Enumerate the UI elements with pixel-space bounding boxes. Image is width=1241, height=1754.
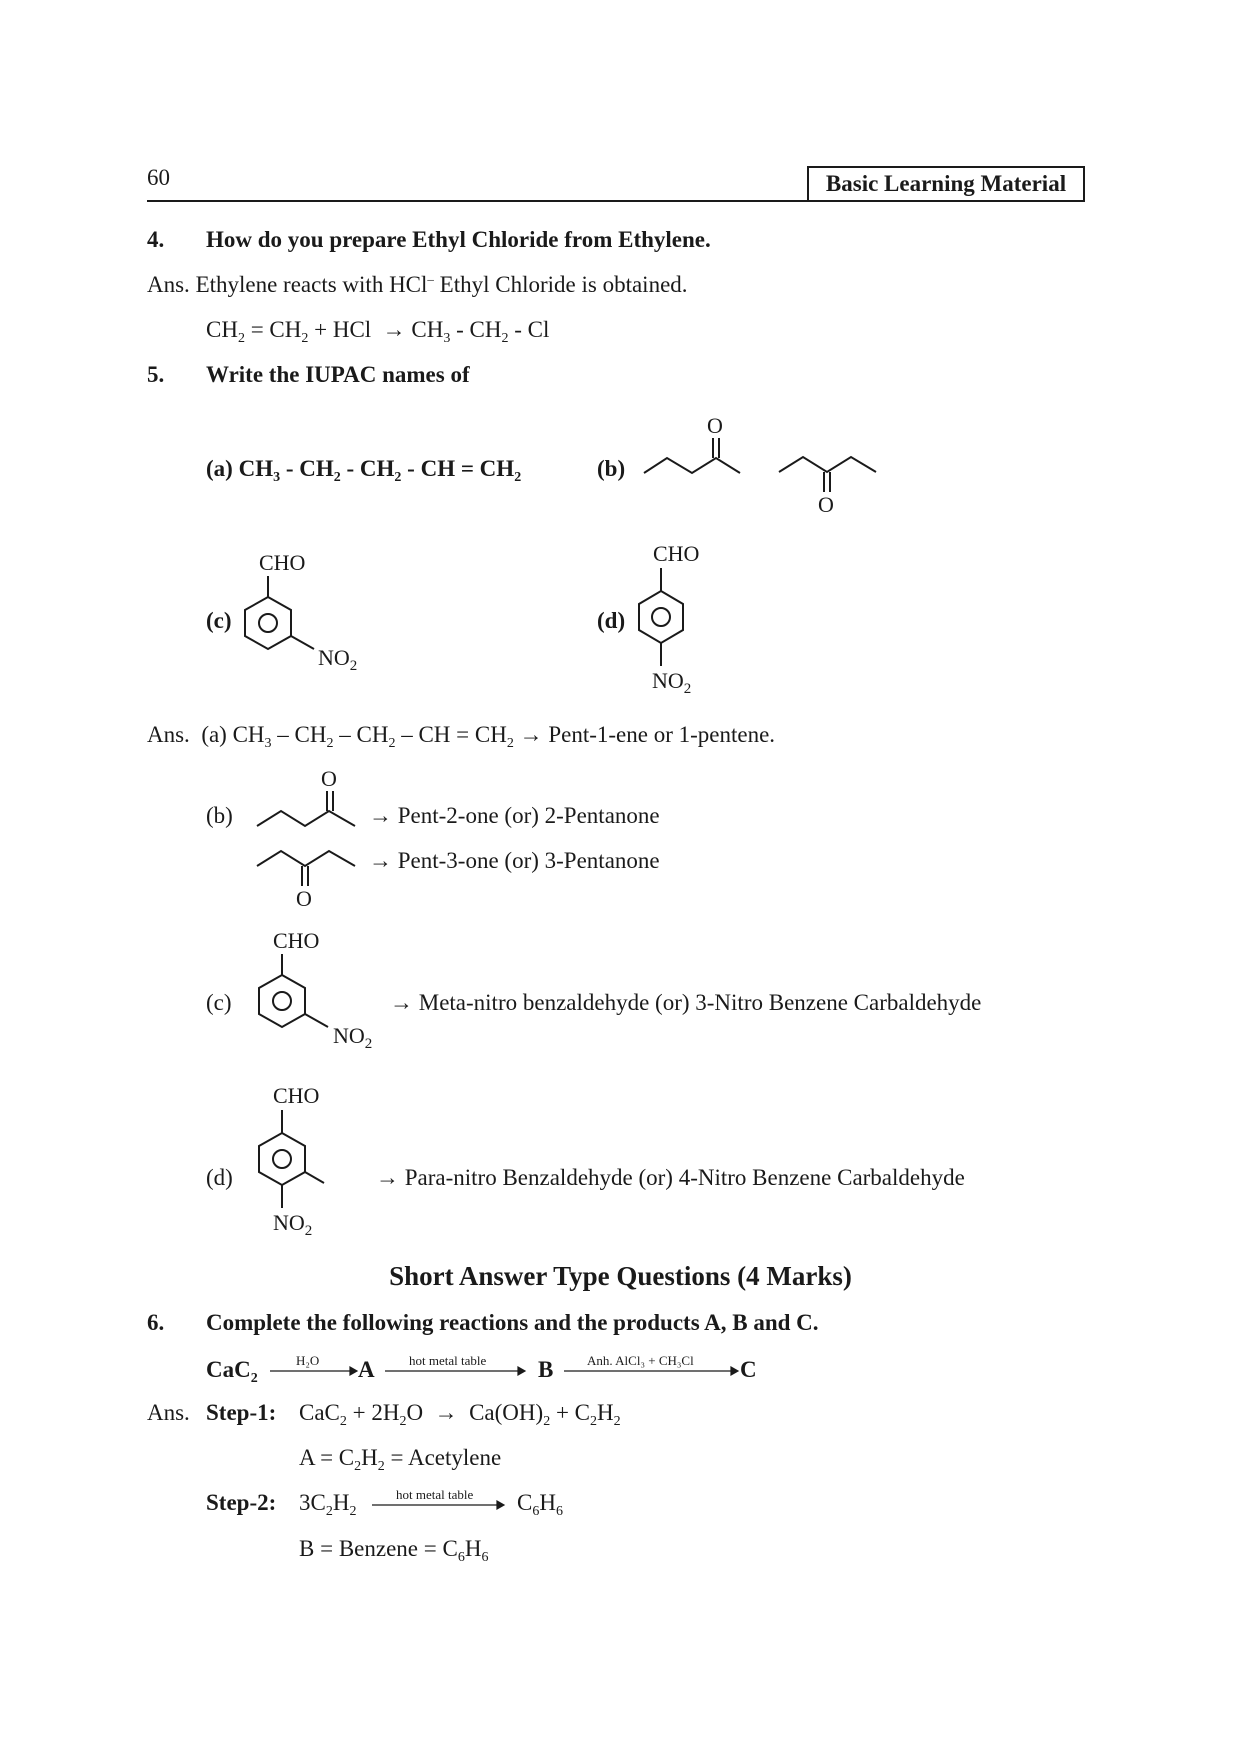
arrow-label: H₂O xyxy=(296,1353,320,1368)
q5-number: 5. xyxy=(147,362,165,387)
q6-product-a: A xyxy=(358,1357,375,1382)
page-number: 60 xyxy=(147,165,170,190)
q4-equation: $CH_2 = CH_2$ + HCl → $CH_3 - CH_2$ - Cl xyxy=(206,317,550,346)
ans6-b-result: B = Benzene = $C_6H_6$ xyxy=(299,1536,489,1565)
cho-label: CHO xyxy=(273,928,320,953)
q6-reactant: CaC$_2$ xyxy=(206,1357,258,1386)
q5-question: Write the IUPAC names of xyxy=(206,362,470,387)
q5-b-label: (b) xyxy=(597,456,626,481)
ans6-step2-lhs: $3C_2H_2$ xyxy=(299,1490,357,1519)
cho-label: CHO xyxy=(259,550,306,575)
q4-number: 4. xyxy=(147,227,165,252)
ans6-step2-rhs: $C_6H_6$ xyxy=(517,1490,563,1519)
ans6-step1-label: Step-1: xyxy=(206,1400,277,1425)
no2-label: $NO_2$ xyxy=(273,1210,313,1239)
ans5-c-label: (c) xyxy=(206,990,232,1015)
ans-label: Ans. xyxy=(147,272,190,297)
section-title: Short Answer Type Questions (4 Marks) xyxy=(389,1261,852,1291)
ans6-label: Ans. xyxy=(147,1400,190,1425)
no2-label: $NO_2$ xyxy=(652,668,692,697)
q6-arrows xyxy=(0,1340,1241,1400)
ans-superscript: – xyxy=(427,271,434,287)
ans5-c: → Meta-nitro benzaldehyde (or) 3-Nitro Benzene Carbaldehyde xyxy=(390,990,982,1015)
header-badge: Basic Learning Material xyxy=(807,166,1085,202)
no2-label: $NO_2$ xyxy=(333,1023,373,1052)
ketone-o-label: O xyxy=(818,492,834,517)
arrow-label: hot metal table xyxy=(409,1353,487,1368)
q5-a: (a) $CH_3 - CH_2 - CH_2$ - CH = $CH_2$ xyxy=(206,456,522,485)
ketone-o-label: O xyxy=(321,766,337,791)
ans5-b-label: (b) xyxy=(206,803,233,828)
ans-text-rest: Ethyl Chloride is obtained. xyxy=(433,272,688,297)
ketone-o-label: O xyxy=(296,886,312,911)
ans6-arrow xyxy=(0,1480,1241,1520)
q5-d-label: (d) xyxy=(597,608,626,633)
ans5-structures xyxy=(0,760,1241,1240)
q6-question: Complete the following reactions and the products A, B and C. xyxy=(206,1310,819,1335)
q6-number: 6. xyxy=(147,1310,165,1335)
ans5-a: Ans. (a) $CH_3 - CH_2 - CH_2$ – CH = $CH_2$ → Pent-1-ene or 1-pentene. xyxy=(147,722,776,751)
ans5-d: → Para-nitro Benzaldehyde (or) 4-Nitro Benzene Carbaldehyde xyxy=(376,1165,965,1190)
cho-label: CHO xyxy=(653,541,700,566)
ans6-step1-eq: $CaC_2 + 2H_2O \to Ca(OH)_2 + C_2H_2$ xyxy=(299,1400,621,1429)
q4-question: How do you prepare Ethyl Chloride from Ethylene. xyxy=(206,227,711,252)
arrow-label: hot metal table xyxy=(396,1487,474,1502)
ans5-b1: → Pent-2-one (or) 2-Pentanone xyxy=(369,803,660,828)
q5-c-label: (c) xyxy=(206,608,232,633)
ans-text: Ethylene reacts with HCl xyxy=(195,272,428,297)
ans6-step2-label: Step-2: xyxy=(206,1490,277,1515)
q6-product-b: B xyxy=(538,1357,554,1382)
ketone-o-label: O xyxy=(707,413,723,438)
arrow-label: Anh. AlCl₃ + CH₃Cl xyxy=(587,1353,694,1368)
no2-label: $NO_2$ xyxy=(318,645,358,674)
cho-label: CHO xyxy=(273,1083,320,1108)
q5-structures xyxy=(0,0,1241,720)
ans6-a-result: $A = C_2H_2$ = Acetylene xyxy=(299,1445,502,1474)
ans5-b2: → Pent-3-one (or) 3-Pentanone xyxy=(369,848,660,873)
q6-product-c: C xyxy=(740,1357,757,1382)
ans5-d-label: (d) xyxy=(206,1165,233,1190)
